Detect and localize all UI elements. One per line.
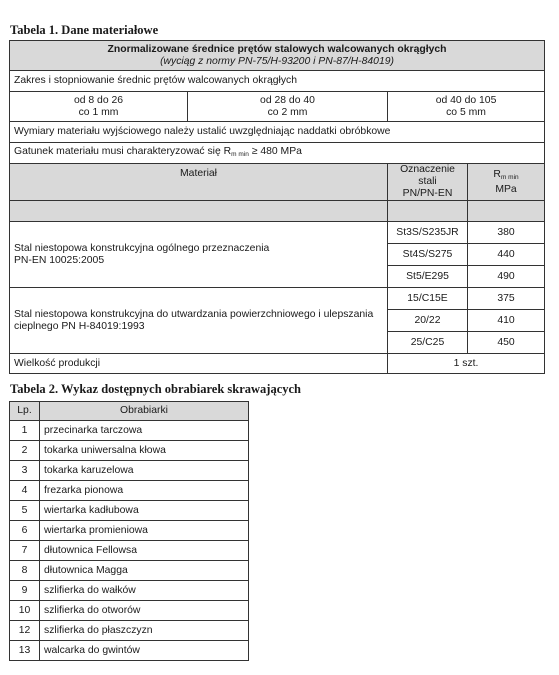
range-cell [388,92,545,122]
rm-value: 490 [468,266,545,288]
spacer-cell [468,201,545,222]
machine-name: frezarka pionowa [40,481,249,501]
steel-grade: St4S/S275 [388,244,468,266]
steel-grade: 15/C15E [388,288,468,310]
lp-cell: 6 [10,521,40,541]
rm-value: 380 [468,222,545,244]
machine-name: szlifierka do otworów [40,601,249,621]
col-rm-header: $R_{m min}$ MPa [468,164,545,201]
col-material-header: Materiał [10,164,388,201]
lp-cell: 8 [10,561,40,581]
rm-value: 440 [468,244,545,266]
material-name: Stal niestopowa konstrukcyjna do utwardzania powierzchniowego i ulepszania cieplnego PN H-84019:1993 [10,288,388,354]
lp-cell: 1 [10,421,40,441]
steel-grade: St3S/S235JR [388,222,468,244]
lp-cell: 5 [10,501,40,521]
table-row [10,561,249,581]
col-steel-header: Oznaczenie stali PN/PN-EN [388,164,468,201]
standard-subtitle: (wyciąg z normy PN-75/H-93200 i PN-87/H-84019) [160,55,394,67]
grade-note: Gatunek materiału musi charakteryzować się $R_{m min} \ge 480$ MPa [10,143,545,164]
range-value: od 8 do 26 [73,94,124,106]
machine-name: tokarka uniwersalna kłowa [40,441,249,461]
table-row [10,601,249,621]
table-row [10,441,249,461]
range-label: Zakres i stopniowanie średnic prętów walcowanych okrągłych [10,71,545,92]
machine-name: szlifierka do wałków [40,581,249,601]
spacer-cell [388,201,468,222]
rm-value: 410 [468,310,545,332]
steel-grade: 20/22 [388,310,468,332]
rm-value: 450 [468,332,545,354]
machine-name: tokarka karuzelowa [40,461,249,481]
dimensions-note: Wymiary materiału wyjściowego należy ustalić uwzględniając naddatki obróbkowe [10,122,545,143]
range-cell [10,92,188,122]
material-name: Stal niestopowa konstrukcyjna ogólnego przeznaczenia PN-EN 10025:2005 [10,222,388,288]
lp-cell: 7 [10,541,40,561]
table-row [10,541,249,561]
col-machines-header: Obrabiarki [40,402,249,421]
range-step: co 2 mm [267,106,308,118]
lp-cell: 10 [10,601,40,621]
machine-name: dłutownica Fellowsa [40,541,249,561]
standard-header [10,41,545,71]
table2-caption: Tabela 2. Wykaz dostępnych obrabiarek skrawających [10,382,302,396]
rm-value: 375 [468,288,545,310]
col-lp-header: Lp. [10,402,40,421]
steel-grade: 25/C25 [388,332,468,354]
table-row [10,421,249,441]
table-row [10,481,249,501]
machine-name: wiertarka promieniowa [40,521,249,541]
range-cell [188,92,388,122]
lp-cell: 3 [10,461,40,481]
spacer-cell [10,201,388,222]
table1-caption: Tabela 1. Dane materiałowe [10,23,159,37]
standard-title: Znormalizowane średnice prętów stalowych walcowanych okrągłych [107,43,447,55]
materials-table [9,40,545,374]
machine-name: wiertarka kadłubowa [40,501,249,521]
table-row [10,581,249,601]
table-row [10,461,249,481]
range-step: co 1 mm [78,106,119,118]
steel-grade: St5/E295 [388,266,468,288]
machine-name: dłutownica Magga [40,561,249,581]
range-value: od 40 do 105 [435,94,497,106]
lp-cell: 4 [10,481,40,501]
table-row [10,521,249,541]
table-row [10,501,249,521]
machine-name: walcarka do gwintów [40,641,249,661]
lp-cell: 2 [10,441,40,461]
table-row [10,641,249,661]
production-value: 1 szt. [388,354,545,374]
range-step: co 5 mm [446,106,486,118]
range-value: od 28 do 40 [260,94,315,106]
table-row [10,621,249,641]
production-label: Wielkość produkcji [10,354,388,374]
machine-name: przecinarka tarczowa [40,421,249,441]
machine-name: szlifierka do płaszczyzn [40,621,249,641]
lp-cell: 13 [10,641,40,661]
lp-cell: 12 [10,621,40,641]
lp-cell: 9 [10,581,40,601]
machines-table [9,401,249,661]
